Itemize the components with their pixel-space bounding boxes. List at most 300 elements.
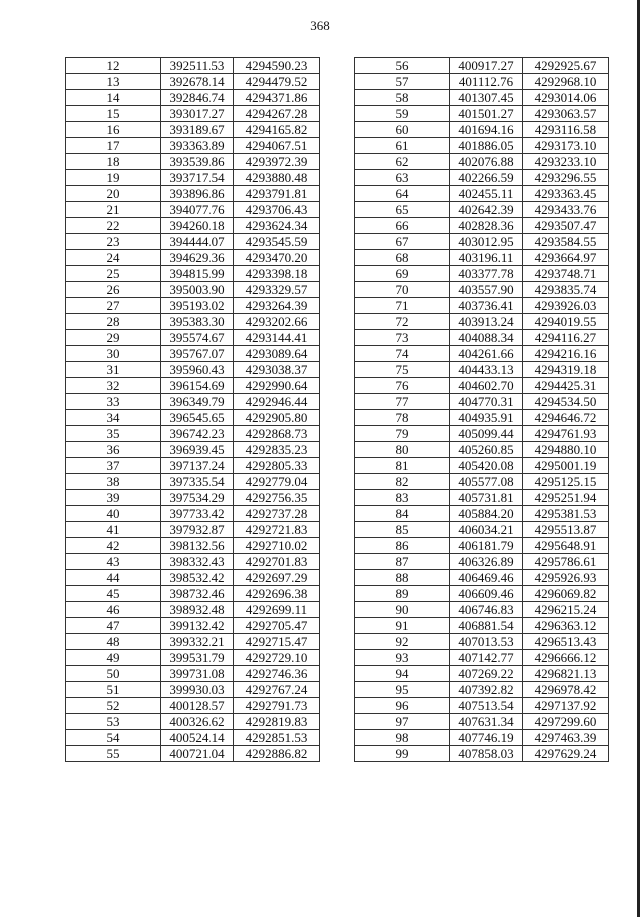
- table-row: [355, 602, 609, 618]
- table-row: [355, 58, 609, 74]
- y-coordinate-cell: 4292946.44: [234, 394, 320, 410]
- y-coordinate-cell: 4293624.34: [234, 218, 320, 234]
- x-coordinate-cell: 400128.57: [161, 698, 234, 714]
- table-row: [66, 698, 320, 714]
- table-row: [66, 634, 320, 650]
- point-number-cell: 87: [355, 554, 450, 570]
- x-coordinate-cell: 399930.03: [161, 682, 234, 698]
- table-row: [355, 314, 609, 330]
- y-coordinate-cell: 4292756.35: [234, 490, 320, 506]
- table-row: [66, 554, 320, 570]
- x-coordinate-cell: 401501.27: [450, 106, 523, 122]
- point-number-cell: 53: [66, 714, 161, 730]
- y-coordinate-cell: 4295513.87: [523, 522, 609, 538]
- table-row: [355, 730, 609, 746]
- y-coordinate-cell: 4295648.91: [523, 538, 609, 554]
- x-coordinate-cell: 407269.22: [450, 666, 523, 682]
- table-row: [355, 154, 609, 170]
- page-number: 368: [310, 18, 330, 33]
- table-row: [355, 202, 609, 218]
- table-row: [355, 682, 609, 698]
- point-number-cell: 74: [355, 346, 450, 362]
- y-coordinate-cell: 4296666.12: [523, 650, 609, 666]
- point-number-cell: 65: [355, 202, 450, 218]
- x-coordinate-cell: 403557.90: [450, 282, 523, 298]
- point-number-cell: 89: [355, 586, 450, 602]
- point-number-cell: 98: [355, 730, 450, 746]
- point-number-cell: 31: [66, 362, 161, 378]
- table-row: [66, 506, 320, 522]
- table-row: [355, 554, 609, 570]
- point-number-cell: 33: [66, 394, 161, 410]
- point-number-cell: 44: [66, 570, 161, 586]
- point-number-cell: 64: [355, 186, 450, 202]
- table-row: [66, 730, 320, 746]
- point-number-cell: 91: [355, 618, 450, 634]
- table-row: [355, 714, 609, 730]
- y-coordinate-cell: 4294116.27: [523, 330, 609, 346]
- point-number-cell: 60: [355, 122, 450, 138]
- y-coordinate-cell: 4293545.59: [234, 234, 320, 250]
- x-coordinate-cell: 400326.62: [161, 714, 234, 730]
- point-number-cell: 39: [66, 490, 161, 506]
- x-coordinate-cell: 394260.18: [161, 218, 234, 234]
- table-row: [355, 282, 609, 298]
- point-number-cell: 59: [355, 106, 450, 122]
- y-coordinate-cell: 4296978.42: [523, 682, 609, 698]
- x-coordinate-cell: 393539.86: [161, 154, 234, 170]
- table-row: [66, 522, 320, 538]
- point-number-cell: 48: [66, 634, 161, 650]
- table-row: [355, 122, 609, 138]
- x-coordinate-cell: 405260.85: [450, 442, 523, 458]
- y-coordinate-cell: 4293144.41: [234, 330, 320, 346]
- x-coordinate-cell: 405731.81: [450, 490, 523, 506]
- table-row: [66, 170, 320, 186]
- point-number-cell: 32: [66, 378, 161, 394]
- table-row: [355, 218, 609, 234]
- point-number-cell: 49: [66, 650, 161, 666]
- x-coordinate-cell: 404935.91: [450, 410, 523, 426]
- table-row: [66, 410, 320, 426]
- y-coordinate-cell: 4295926.93: [523, 570, 609, 586]
- table-row: [66, 682, 320, 698]
- x-coordinate-cell: 401112.76: [450, 74, 523, 90]
- y-coordinate-cell: 4294761.93: [523, 426, 609, 442]
- x-coordinate-cell: 399132.42: [161, 618, 234, 634]
- y-coordinate-cell: 4292721.83: [234, 522, 320, 538]
- y-coordinate-cell: 4293233.10: [523, 154, 609, 170]
- y-coordinate-cell: 4295251.94: [523, 490, 609, 506]
- x-coordinate-cell: 394815.99: [161, 266, 234, 282]
- x-coordinate-cell: 404088.34: [450, 330, 523, 346]
- table-row: [66, 74, 320, 90]
- x-coordinate-cell: 406746.83: [450, 602, 523, 618]
- point-number-cell: 17: [66, 138, 161, 154]
- coordinates-table-left: [65, 57, 320, 762]
- table-row: [66, 250, 320, 266]
- point-number-cell: 77: [355, 394, 450, 410]
- point-number-cell: 13: [66, 74, 161, 90]
- x-coordinate-cell: 406034.21: [450, 522, 523, 538]
- x-coordinate-cell: 406881.54: [450, 618, 523, 634]
- x-coordinate-cell: 407746.19: [450, 730, 523, 746]
- table-row: [355, 346, 609, 362]
- point-number-cell: 38: [66, 474, 161, 490]
- point-number-cell: 71: [355, 298, 450, 314]
- table-row: [355, 138, 609, 154]
- table-row: [66, 458, 320, 474]
- x-coordinate-cell: 405099.44: [450, 426, 523, 442]
- point-number-cell: 63: [355, 170, 450, 186]
- y-coordinate-cell: 4293116.58: [523, 122, 609, 138]
- point-number-cell: 79: [355, 426, 450, 442]
- point-number-cell: 85: [355, 522, 450, 538]
- y-coordinate-cell: 4293363.45: [523, 186, 609, 202]
- y-coordinate-cell: 4292767.24: [234, 682, 320, 698]
- table-row: [66, 122, 320, 138]
- x-coordinate-cell: 396545.65: [161, 410, 234, 426]
- y-coordinate-cell: 4296363.12: [523, 618, 609, 634]
- y-coordinate-cell: 4292710.02: [234, 538, 320, 554]
- table-row: [66, 586, 320, 602]
- y-coordinate-cell: 4297299.60: [523, 714, 609, 730]
- table-row: [66, 394, 320, 410]
- point-number-cell: 41: [66, 522, 161, 538]
- x-coordinate-cell: 392846.74: [161, 90, 234, 106]
- y-coordinate-cell: 4293748.71: [523, 266, 609, 282]
- table-row: [66, 266, 320, 282]
- table-row: [66, 154, 320, 170]
- table-row: [66, 490, 320, 506]
- y-coordinate-cell: 4293835.74: [523, 282, 609, 298]
- point-number-cell: 27: [66, 298, 161, 314]
- table-row: [66, 378, 320, 394]
- table-row: [355, 458, 609, 474]
- y-coordinate-cell: 4292791.73: [234, 698, 320, 714]
- y-coordinate-cell: 4296215.24: [523, 602, 609, 618]
- x-coordinate-cell: 402642.39: [450, 202, 523, 218]
- x-coordinate-cell: 405420.08: [450, 458, 523, 474]
- x-coordinate-cell: 395383.30: [161, 314, 234, 330]
- point-number-cell: 81: [355, 458, 450, 474]
- x-coordinate-cell: 397534.29: [161, 490, 234, 506]
- x-coordinate-cell: 400721.04: [161, 746, 234, 762]
- x-coordinate-cell: 398932.48: [161, 602, 234, 618]
- point-number-cell: 66: [355, 218, 450, 234]
- point-number-cell: 30: [66, 346, 161, 362]
- point-number-cell: 20: [66, 186, 161, 202]
- table-row: [66, 570, 320, 586]
- point-number-cell: 72: [355, 314, 450, 330]
- table-row: [66, 90, 320, 106]
- y-coordinate-cell: 4293470.20: [234, 250, 320, 266]
- table-row: [66, 666, 320, 682]
- x-coordinate-cell: 404261.66: [450, 346, 523, 362]
- point-number-cell: 52: [66, 698, 161, 714]
- x-coordinate-cell: 405884.20: [450, 506, 523, 522]
- table-row: [355, 74, 609, 90]
- x-coordinate-cell: 398532.42: [161, 570, 234, 586]
- y-coordinate-cell: 4292779.04: [234, 474, 320, 490]
- table-row: [66, 346, 320, 362]
- x-coordinate-cell: 403736.41: [450, 298, 523, 314]
- x-coordinate-cell: 394629.36: [161, 250, 234, 266]
- y-coordinate-cell: 4294019.55: [523, 314, 609, 330]
- table-row: [66, 314, 320, 330]
- x-coordinate-cell: 397932.87: [161, 522, 234, 538]
- x-coordinate-cell: 393363.89: [161, 138, 234, 154]
- point-number-cell: 15: [66, 106, 161, 122]
- y-coordinate-cell: 4292737.28: [234, 506, 320, 522]
- y-coordinate-cell: 4294319.18: [523, 362, 609, 378]
- x-coordinate-cell: 407392.82: [450, 682, 523, 698]
- x-coordinate-cell: 401694.16: [450, 122, 523, 138]
- y-coordinate-cell: 4293264.39: [234, 298, 320, 314]
- x-coordinate-cell: 394077.76: [161, 202, 234, 218]
- x-coordinate-cell: 404433.13: [450, 362, 523, 378]
- y-coordinate-cell: 4293202.66: [234, 314, 320, 330]
- point-number-cell: 94: [355, 666, 450, 682]
- x-coordinate-cell: 400524.14: [161, 730, 234, 746]
- table-row: [355, 650, 609, 666]
- y-coordinate-cell: 4292990.64: [234, 378, 320, 394]
- table-row: [355, 170, 609, 186]
- point-number-cell: 62: [355, 154, 450, 170]
- point-number-cell: 28: [66, 314, 161, 330]
- table-row: [355, 442, 609, 458]
- point-number-cell: 83: [355, 490, 450, 506]
- table-row: [355, 586, 609, 602]
- point-number-cell: 50: [66, 666, 161, 682]
- y-coordinate-cell: 4294165.82: [234, 122, 320, 138]
- point-number-cell: 69: [355, 266, 450, 282]
- point-number-cell: 24: [66, 250, 161, 266]
- x-coordinate-cell: 407142.77: [450, 650, 523, 666]
- table-row: [66, 106, 320, 122]
- x-coordinate-cell: 401886.05: [450, 138, 523, 154]
- x-coordinate-cell: 406469.46: [450, 570, 523, 586]
- x-coordinate-cell: 396349.79: [161, 394, 234, 410]
- point-number-cell: 46: [66, 602, 161, 618]
- point-number-cell: 36: [66, 442, 161, 458]
- y-coordinate-cell: 4293664.97: [523, 250, 609, 266]
- point-number-cell: 95: [355, 682, 450, 698]
- point-number-cell: 68: [355, 250, 450, 266]
- y-coordinate-cell: 4294646.72: [523, 410, 609, 426]
- y-coordinate-cell: 4295001.19: [523, 458, 609, 474]
- point-number-cell: 51: [66, 682, 161, 698]
- table-row: [355, 490, 609, 506]
- table-row: [355, 698, 609, 714]
- point-number-cell: 25: [66, 266, 161, 282]
- x-coordinate-cell: 393717.54: [161, 170, 234, 186]
- table-row: [66, 218, 320, 234]
- x-coordinate-cell: 400917.27: [450, 58, 523, 74]
- point-number-cell: 45: [66, 586, 161, 602]
- table-row: [66, 138, 320, 154]
- x-coordinate-cell: 406326.89: [450, 554, 523, 570]
- table-row: [66, 442, 320, 458]
- point-number-cell: 19: [66, 170, 161, 186]
- table-row: [66, 746, 320, 762]
- table-row: [66, 714, 320, 730]
- y-coordinate-cell: 4297629.24: [523, 746, 609, 762]
- y-coordinate-cell: 4292697.29: [234, 570, 320, 586]
- x-coordinate-cell: 399531.79: [161, 650, 234, 666]
- table-row: [66, 234, 320, 250]
- x-coordinate-cell: 398732.46: [161, 586, 234, 602]
- x-coordinate-cell: 404770.31: [450, 394, 523, 410]
- point-number-cell: 14: [66, 90, 161, 106]
- point-number-cell: 40: [66, 506, 161, 522]
- y-coordinate-cell: 4292715.47: [234, 634, 320, 650]
- y-coordinate-cell: 4292835.23: [234, 442, 320, 458]
- y-coordinate-cell: 4293926.03: [523, 298, 609, 314]
- x-coordinate-cell: 395193.02: [161, 298, 234, 314]
- y-coordinate-cell: 4293584.55: [523, 234, 609, 250]
- table-row: [66, 58, 320, 74]
- x-coordinate-cell: 394444.07: [161, 234, 234, 250]
- point-number-cell: 18: [66, 154, 161, 170]
- table-row: [355, 410, 609, 426]
- x-coordinate-cell: 405577.08: [450, 474, 523, 490]
- x-coordinate-cell: 398132.56: [161, 538, 234, 554]
- point-number-cell: 21: [66, 202, 161, 218]
- table-row: [355, 298, 609, 314]
- point-number-cell: 84: [355, 506, 450, 522]
- point-number-cell: 42: [66, 538, 161, 554]
- y-coordinate-cell: 4292705.47: [234, 618, 320, 634]
- table-row: [355, 618, 609, 634]
- point-number-cell: 22: [66, 218, 161, 234]
- point-number-cell: 86: [355, 538, 450, 554]
- table-row: [355, 378, 609, 394]
- point-number-cell: 99: [355, 746, 450, 762]
- point-number-cell: 78: [355, 410, 450, 426]
- x-coordinate-cell: 407858.03: [450, 746, 523, 762]
- table-row: [355, 330, 609, 346]
- table-row: [66, 618, 320, 634]
- x-coordinate-cell: 393189.67: [161, 122, 234, 138]
- x-coordinate-cell: 402076.88: [450, 154, 523, 170]
- table-row: [66, 362, 320, 378]
- y-coordinate-cell: 4292746.36: [234, 666, 320, 682]
- y-coordinate-cell: 4292699.11: [234, 602, 320, 618]
- y-coordinate-cell: 4292868.73: [234, 426, 320, 442]
- y-coordinate-cell: 4294267.28: [234, 106, 320, 122]
- y-coordinate-cell: 4294880.10: [523, 442, 609, 458]
- y-coordinate-cell: 4292805.33: [234, 458, 320, 474]
- x-coordinate-cell: 399332.21: [161, 634, 234, 650]
- x-coordinate-cell: 393017.27: [161, 106, 234, 122]
- table-row: [355, 106, 609, 122]
- y-coordinate-cell: 4293329.57: [234, 282, 320, 298]
- y-coordinate-cell: 4292729.10: [234, 650, 320, 666]
- x-coordinate-cell: 395574.67: [161, 330, 234, 346]
- table-row: [66, 202, 320, 218]
- point-number-cell: 82: [355, 474, 450, 490]
- point-number-cell: 29: [66, 330, 161, 346]
- y-coordinate-cell: 4294534.50: [523, 394, 609, 410]
- point-number-cell: 80: [355, 442, 450, 458]
- table-row: [66, 330, 320, 346]
- point-number-cell: 54: [66, 730, 161, 746]
- y-coordinate-cell: 4292905.80: [234, 410, 320, 426]
- y-coordinate-cell: 4293038.37: [234, 362, 320, 378]
- point-number-cell: 55: [66, 746, 161, 762]
- table-row: [355, 394, 609, 410]
- x-coordinate-cell: 407013.53: [450, 634, 523, 650]
- table-row: [66, 538, 320, 554]
- point-number-cell: 43: [66, 554, 161, 570]
- coordinates-table-right: [354, 57, 609, 762]
- table-row: [355, 746, 609, 762]
- x-coordinate-cell: 402828.36: [450, 218, 523, 234]
- table-row: [355, 474, 609, 490]
- point-number-cell: 58: [355, 90, 450, 106]
- y-coordinate-cell: 4293433.76: [523, 202, 609, 218]
- table-row: [355, 362, 609, 378]
- x-coordinate-cell: 397733.42: [161, 506, 234, 522]
- point-number-cell: 73: [355, 330, 450, 346]
- y-coordinate-cell: 4295125.15: [523, 474, 609, 490]
- point-number-cell: 16: [66, 122, 161, 138]
- x-coordinate-cell: 393896.86: [161, 186, 234, 202]
- table-row: [66, 298, 320, 314]
- point-number-cell: 47: [66, 618, 161, 634]
- x-coordinate-cell: 403913.24: [450, 314, 523, 330]
- x-coordinate-cell: 404602.70: [450, 378, 523, 394]
- table-row: [355, 506, 609, 522]
- point-number-cell: 93: [355, 650, 450, 666]
- x-coordinate-cell: 399731.08: [161, 666, 234, 682]
- x-coordinate-cell: 406609.46: [450, 586, 523, 602]
- point-number-cell: 92: [355, 634, 450, 650]
- y-coordinate-cell: 4296513.43: [523, 634, 609, 650]
- y-coordinate-cell: 4294590.23: [234, 58, 320, 74]
- table-row: [355, 522, 609, 538]
- y-coordinate-cell: 4294479.52: [234, 74, 320, 90]
- y-coordinate-cell: 4296069.82: [523, 586, 609, 602]
- point-number-cell: 61: [355, 138, 450, 154]
- table-row: [66, 282, 320, 298]
- point-number-cell: 97: [355, 714, 450, 730]
- y-coordinate-cell: 4295786.61: [523, 554, 609, 570]
- x-coordinate-cell: 402266.59: [450, 170, 523, 186]
- x-coordinate-cell: 407513.54: [450, 698, 523, 714]
- x-coordinate-cell: 401307.45: [450, 90, 523, 106]
- table-row: [355, 250, 609, 266]
- y-coordinate-cell: 4293880.48: [234, 170, 320, 186]
- point-number-cell: 37: [66, 458, 161, 474]
- y-coordinate-cell: 4292701.83: [234, 554, 320, 570]
- table-row: [355, 90, 609, 106]
- point-number-cell: 96: [355, 698, 450, 714]
- y-coordinate-cell: 4295381.53: [523, 506, 609, 522]
- point-number-cell: 90: [355, 602, 450, 618]
- point-number-cell: 57: [355, 74, 450, 90]
- table-row: [355, 234, 609, 250]
- y-coordinate-cell: 4293063.57: [523, 106, 609, 122]
- point-number-cell: 70: [355, 282, 450, 298]
- x-coordinate-cell: 398332.43: [161, 554, 234, 570]
- y-coordinate-cell: 4296821.13: [523, 666, 609, 682]
- x-coordinate-cell: 392678.14: [161, 74, 234, 90]
- x-coordinate-cell: 395960.43: [161, 362, 234, 378]
- x-coordinate-cell: 396939.45: [161, 442, 234, 458]
- y-coordinate-cell: 4293089.64: [234, 346, 320, 362]
